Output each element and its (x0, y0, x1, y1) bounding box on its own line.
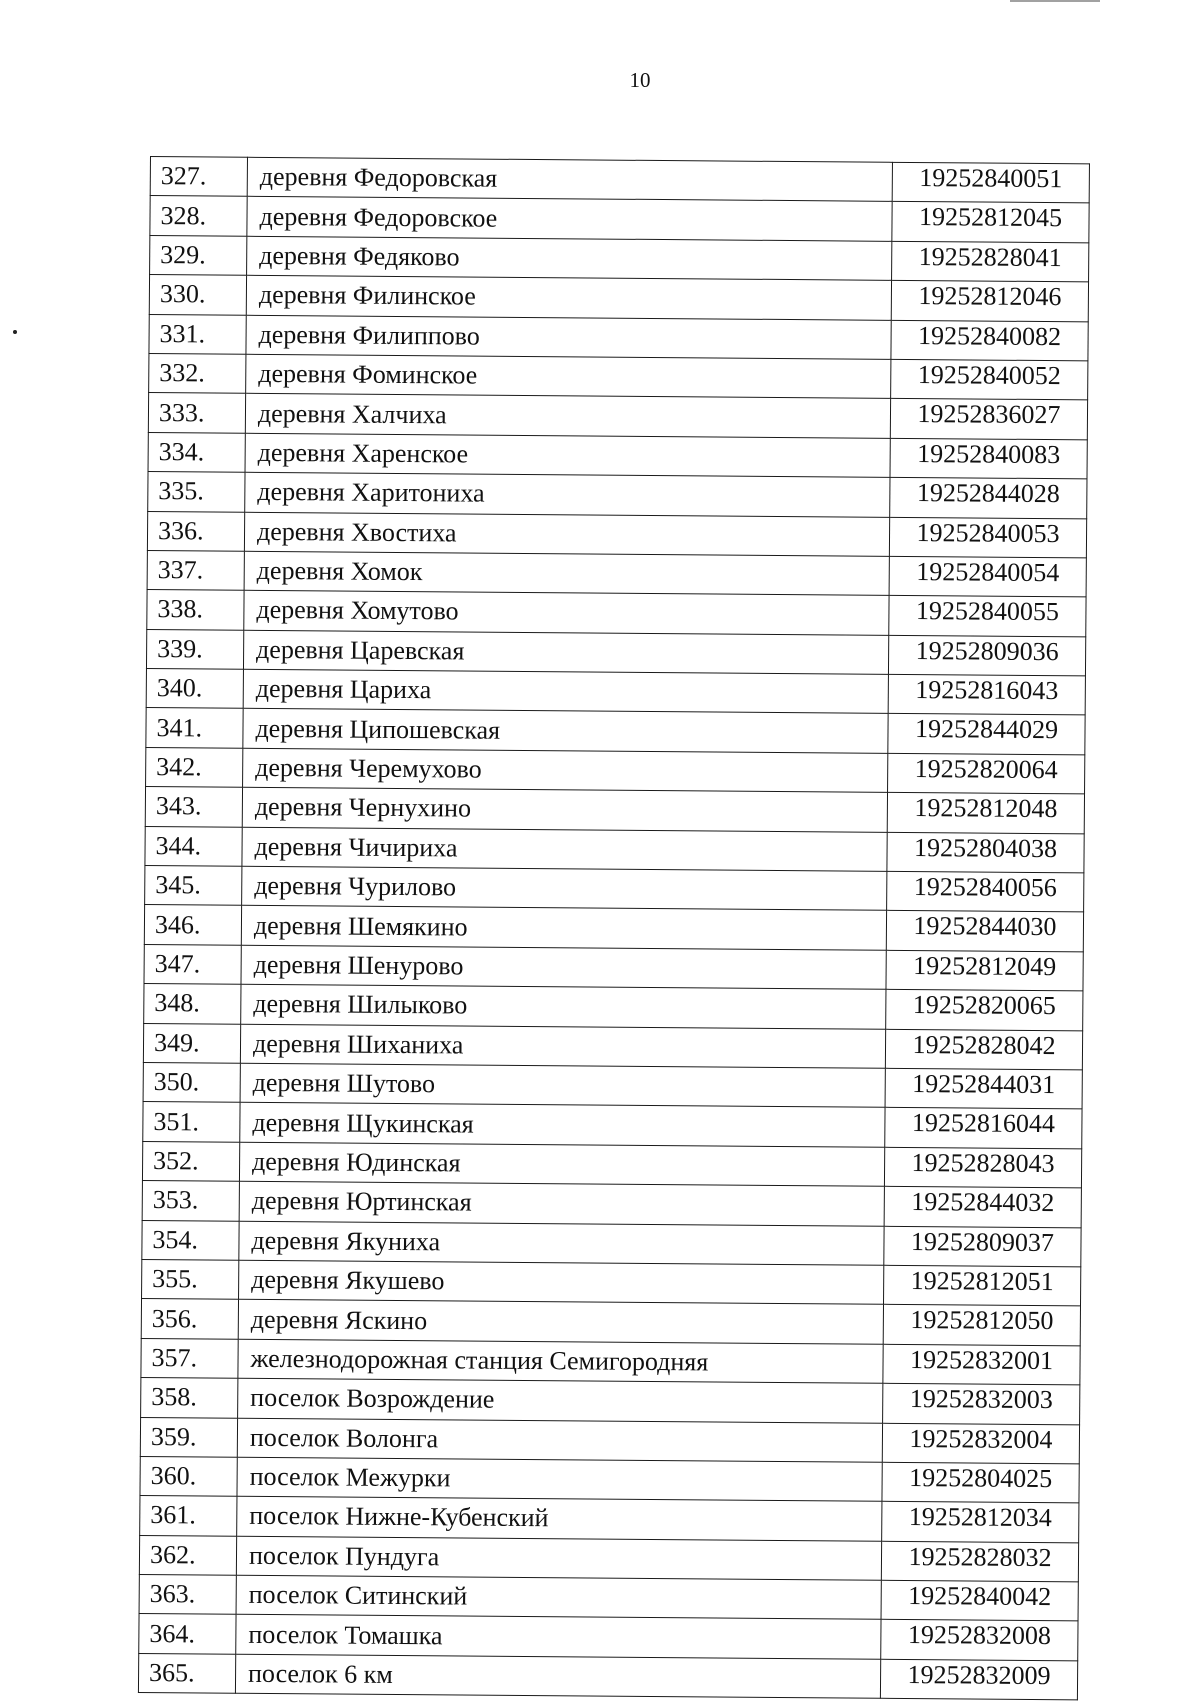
oktmo-code: 19252832008 (881, 1620, 1078, 1661)
oktmo-code: 19252809037 (884, 1226, 1081, 1267)
row-number: 350. (143, 1062, 240, 1102)
row-number: 328. (150, 196, 247, 236)
row-number: 349. (143, 1023, 240, 1063)
row-number: 354. (142, 1220, 239, 1260)
settlement-name: деревня Царевская (243, 630, 888, 674)
settlement-name: деревня Шенурово (241, 945, 886, 989)
oktmo-code: 19252840053 (889, 517, 1086, 558)
row-number: 333. (148, 393, 245, 433)
settlement-name: деревня Харенское (245, 433, 890, 477)
row-number: 330. (149, 275, 246, 315)
settlement-name: деревня Чурилово (242, 866, 887, 910)
scan-speck (13, 330, 17, 334)
row-number: 340. (146, 669, 243, 709)
oktmo-code: 19252828042 (885, 1029, 1082, 1070)
row-number: 353. (142, 1181, 239, 1221)
oktmo-code: 19252840083 (890, 438, 1087, 479)
oktmo-code: 19252840054 (889, 556, 1086, 597)
settlement-name: деревня Халчиха (245, 394, 890, 438)
settlement-name: деревня Яскино (238, 1300, 883, 1344)
settlement-name: деревня Хомутово (244, 591, 889, 635)
settlement-name: деревня Шутово (240, 1063, 885, 1107)
settlement-name: деревня Чернухино (242, 787, 887, 831)
row-number: 343. (145, 787, 242, 827)
settlement-name: деревня Шилыково (241, 984, 886, 1028)
row-number: 331. (149, 314, 246, 354)
row-number: 365. (138, 1653, 235, 1693)
row-number: 359. (140, 1417, 237, 1457)
row-number: 341. (146, 708, 243, 748)
row-number: 345. (145, 866, 242, 906)
settlement-name: поселок Волонга (237, 1418, 882, 1462)
settlement-name: поселок Пундуга (236, 1536, 881, 1580)
settlement-name: поселок Возрождение (238, 1378, 883, 1422)
row-number: 360. (140, 1456, 237, 1496)
settlement-name: деревня Ципошевская (243, 709, 888, 753)
settlement-name: деревня Юртинская (239, 1181, 884, 1225)
settlement-name: деревня Филиппово (246, 315, 891, 359)
settlement-name: поселок 6 км (235, 1654, 880, 1698)
row-number: 358. (141, 1378, 238, 1418)
oktmo-code: 19252844028 (890, 477, 1087, 518)
settlement-name: деревня Якуниха (239, 1221, 884, 1265)
oktmo-code: 19252840042 (881, 1580, 1078, 1621)
settlement-name: деревня Хомок (244, 551, 889, 595)
row-number: 361. (140, 1496, 237, 1536)
oktmo-code: 19252840052 (891, 359, 1088, 400)
row-number: 363. (139, 1575, 236, 1615)
row-number: 364. (139, 1614, 236, 1654)
scan-edge-mark (1010, 0, 1100, 5)
oktmo-code: 19252828041 (892, 241, 1089, 282)
oktmo-code: 19252844030 (886, 911, 1083, 952)
row-number: 327. (150, 157, 247, 197)
oktmo-code: 19252816044 (885, 1108, 1082, 1149)
settlement-name: деревня Шиханиха (240, 1024, 885, 1068)
oktmo-code: 19252804025 (882, 1462, 1079, 1503)
table-body (138, 157, 1089, 1701)
settlement-name: деревня Чичириха (242, 827, 887, 871)
settlement-name: деревня Юдинская (239, 1142, 884, 1186)
settlement-name: деревня Фоминское (246, 354, 891, 398)
oktmo-code: 19252844031 (885, 1068, 1082, 1109)
settlements-table (138, 156, 1090, 1701)
oktmo-code: 19252812046 (891, 280, 1088, 321)
row-number: 337. (147, 550, 244, 590)
row-number: 329. (150, 235, 247, 275)
row-number: 339. (146, 629, 243, 669)
row-number: 357. (141, 1338, 238, 1378)
row-number: 355. (142, 1259, 239, 1299)
settlement-name: деревня Филинское (246, 275, 891, 319)
oktmo-code: 19252844029 (888, 714, 1085, 755)
settlement-name: деревня Федяково (247, 236, 892, 280)
settlement-name: деревня Якушево (239, 1260, 884, 1304)
oktmo-code: 19252812049 (886, 950, 1083, 991)
oktmo-code: 19252812045 (892, 202, 1089, 243)
settlement-name: железнодорожная станция Семигородняя (238, 1339, 883, 1383)
oktmo-code: 19252820065 (886, 990, 1083, 1031)
settlement-name: деревня Федоровское (247, 197, 892, 241)
oktmo-code: 19252816043 (888, 674, 1085, 715)
oktmo-code: 19252812051 (884, 1265, 1081, 1306)
row-number: 362. (139, 1535, 236, 1575)
oktmo-code: 19252840082 (891, 320, 1088, 361)
row-number: 335. (148, 472, 245, 512)
oktmo-code: 19252804038 (887, 832, 1084, 873)
settlement-name: деревня Хвостиха (244, 512, 889, 556)
row-number: 332. (149, 353, 246, 393)
settlement-name: деревня Щукинская (240, 1103, 885, 1147)
settlement-name: деревня Черемухово (243, 748, 888, 792)
oktmo-code: 19252836027 (890, 399, 1087, 440)
row-number: 356. (141, 1299, 238, 1339)
oktmo-code: 19252812050 (883, 1305, 1080, 1346)
oktmo-code: 19252820064 (888, 753, 1085, 794)
row-number: 342. (146, 747, 243, 787)
row-number: 347. (144, 944, 241, 984)
page-number: 10 (629, 68, 651, 92)
settlement-name: поселок Межурки (237, 1457, 882, 1501)
oktmo-code: 19252832004 (882, 1423, 1079, 1464)
row-number: 351. (143, 1102, 240, 1142)
oktmo-code: 19252832003 (883, 1383, 1080, 1424)
row-number: 348. (144, 984, 241, 1024)
settlement-name: деревня Цариха (243, 669, 888, 713)
row-number: 338. (147, 590, 244, 630)
oktmo-code: 19252844032 (884, 1186, 1081, 1227)
oktmo-code: 19252840051 (892, 162, 1089, 203)
settlement-name: поселок Нижне-Кубенский (237, 1497, 882, 1541)
row-number: 346. (144, 905, 241, 945)
oktmo-code: 19252828043 (884, 1147, 1081, 1188)
oktmo-code: 19252828032 (881, 1541, 1078, 1582)
settlement-name: деревня Федоровская (247, 157, 892, 201)
oktmo-code: 19252812034 (882, 1502, 1079, 1543)
settlement-name: поселок Ситинский (236, 1575, 881, 1619)
oktmo-code: 19252840055 (889, 596, 1086, 637)
oktmo-code: 19252809036 (888, 635, 1085, 676)
row-number: 352. (142, 1141, 239, 1181)
oktmo-code: 19252832009 (880, 1659, 1077, 1700)
row-number: 344. (145, 826, 242, 866)
oktmo-code: 19252812048 (887, 793, 1084, 834)
settlement-name: поселок Томашка (236, 1615, 881, 1659)
row-number: 336. (147, 511, 244, 551)
row-number: 334. (148, 432, 245, 472)
oktmo-code: 19252832001 (883, 1344, 1080, 1385)
settlement-name: деревня Харитониха (245, 472, 890, 516)
oktmo-code: 19252840056 (887, 871, 1084, 912)
table-row (138, 1653, 1077, 1700)
settlement-name: деревня Шемякино (241, 906, 886, 950)
